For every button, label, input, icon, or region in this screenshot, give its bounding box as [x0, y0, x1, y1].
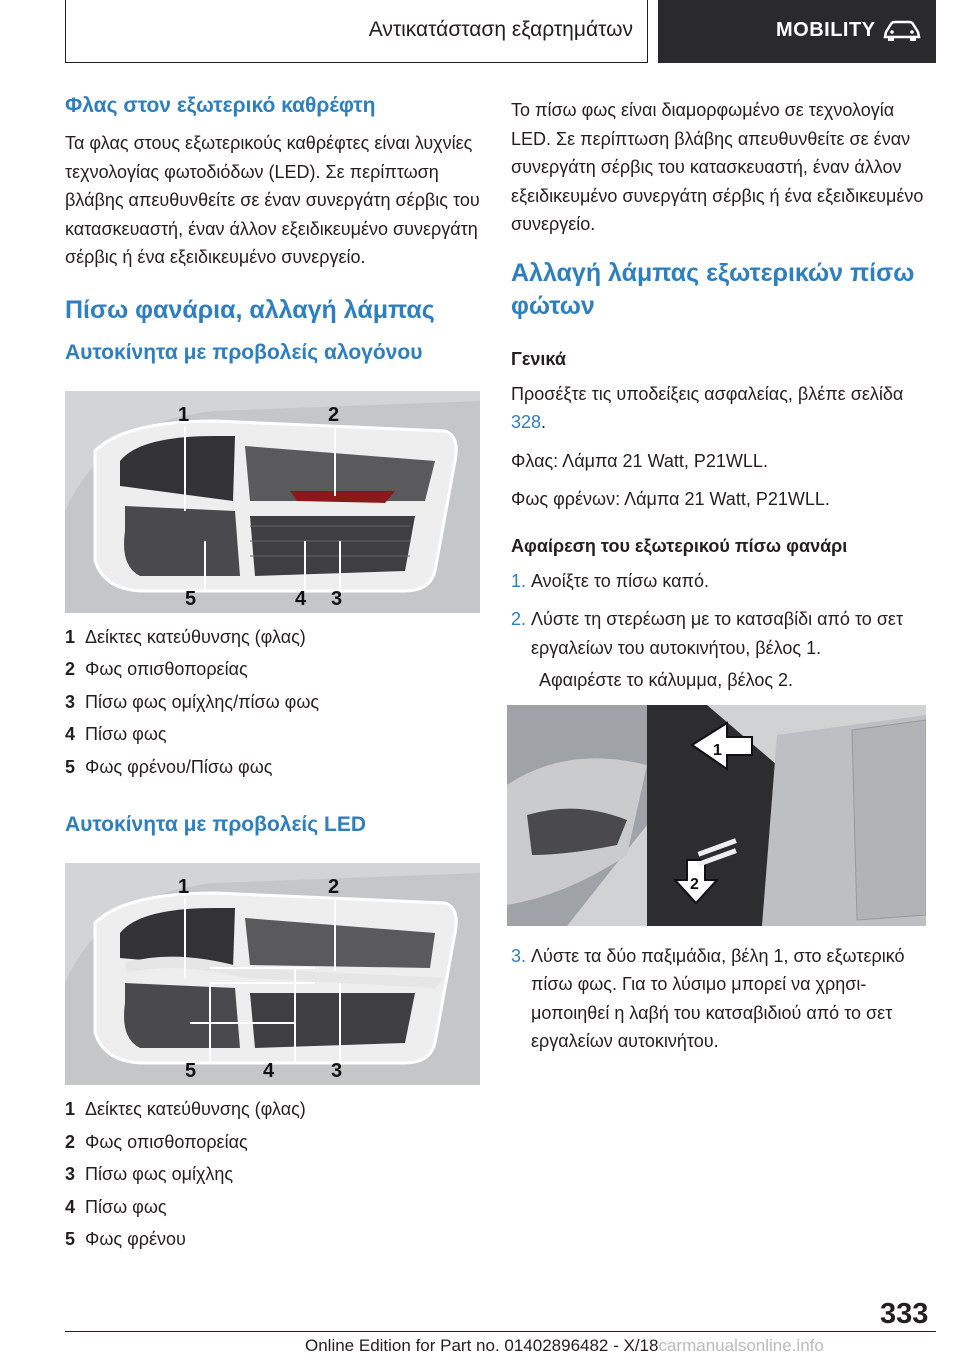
led-legend [65, 1093, 480, 1256]
step-item: 3. Λύστε τα δύο παξιμάδια, βέλη 1, στο εξωτερικό πίσω φως. Για το λύσιμο μπορεί να χρησιμοποιηθεί η λαβή του κατσαβιδιού από το σετ εργαλείων αυτοκινήτου. [511, 945, 905, 1051]
halogen-heading: Αυτοκίνητα με προβολείς αλογόνου [65, 340, 423, 364]
header-brand-bar [658, 0, 936, 63]
fig-label-1: 1 [178, 876, 190, 898]
page-number: 333 [880, 1298, 929, 1330]
footer-edition: Online Edition for Part no. 01402896482 - X/18carmanualsonline.info [305, 1336, 824, 1355]
led-intro-paragraph: Το πίσω φως είναι διαμορφωμένο σε τεχνολογία LED. Σε περίπτωση βλάβης απευθυνθείτε σε έναν συνεργάτη σέρβις του κατασκευαστή, έναν άλλον εξειδικευμένο συνεργάτη σέρβις ή ένα εξειδικευμένο συνεργείο. [511, 100, 924, 234]
legend-item: 3 Πίσω φως ομίχλης/πίσω φως [65, 691, 320, 712]
footer-divider [65, 1331, 936, 1332]
arrow-label-2: 2 [690, 875, 699, 893]
flash-bulb-spec: Φλας: Λάμπα 21 Watt, P21WLL. [511, 450, 768, 471]
remove-heading: Αφαίρεση του εξωτερικού πίσω φανάρι [511, 535, 848, 556]
arrow-label-1: 1 [713, 741, 722, 759]
general-heading: Γενικά [511, 348, 566, 369]
rear-lights-heading: Πίσω φανάρια, αλλαγή λάμπας [65, 295, 435, 324]
step2-sub-paragraph: Αφαιρέστε το κάλυμμα, βέλος 2. [539, 670, 794, 690]
halogen-legend [65, 621, 480, 784]
general-paragraph: Προσέξτε τις υποδείξεις ασφαλείας, βλέπε σελίδα 328. [511, 383, 904, 432]
step-item: 2. Λύστε τη στερέωση με το κατσαβίδι από το σετ εργαλείων του αυτοκινήτου, βέλος 1. [511, 609, 904, 658]
legend-item: 2 Φως οπισθοπορείας [65, 1131, 248, 1152]
legend-item: 1 Δείκτες κατεύθυνσης (φλας) [65, 1099, 306, 1119]
fig-label-3: 3 [331, 587, 343, 610]
fig-label-2: 2 [328, 403, 340, 426]
halogen-taillight-figure [65, 391, 480, 613]
legend-item: 5 Φως φρένου/Πίσω φως [65, 756, 273, 777]
right-column [511, 96, 926, 1066]
change-bulb-heading: Αλλαγή λάμπας εξωτερικών πίσω φώτων [511, 258, 915, 320]
cover-removal-figure [507, 705, 926, 926]
steps-list [511, 567, 926, 663]
car-icon [882, 20, 922, 42]
mirror-paragraph: Τα φλας στους εξωτερικούς καθρέφτες είναι λυχνίες τεχνολογίας φωτοδιόδων (LED). Σε περίπτωση βλάβης απευθυνθείτε σε έναν συνεργάτη σέρβις του κατασκευαστή, έναν άλλον εξειδικευμένο συνεργάτη σέρβις ή ένα εξειδικευμένο συνεργείο. [65, 133, 480, 267]
legend-item: 1 Δείκτες κατεύθυνσης (φλας) [65, 626, 306, 647]
fig-label-5: 5 [185, 1060, 197, 1082]
fig-label-4: 4 [263, 1060, 275, 1082]
watermark: carmanualsonline.info [658, 1336, 824, 1355]
fig-label-3: 3 [331, 1060, 343, 1082]
header-section-title: Αντικατάσταση εξαρτημάτων [65, 0, 648, 63]
legend-item: 4 Πίσω φως [65, 724, 167, 744]
legend-item: 2 Φως οπισθοπορείας [65, 659, 248, 679]
brand-label: MOBILITY [776, 19, 876, 41]
fig-label-2: 2 [328, 876, 340, 898]
step-item: 1. Ανοίξτε το πίσω καπό. [511, 570, 709, 591]
page-link-328[interactable]: 328 [511, 412, 542, 432]
fig-label-4: 4 [295, 587, 307, 610]
led-taillight-figure [65, 863, 480, 1085]
fig-label-1: 1 [178, 403, 190, 426]
steps-list-cont [511, 942, 926, 1056]
legend-item: 4 Πίσω φως [65, 1196, 167, 1217]
mirror-heading: Φλας στον εξωτερικό καθρέφτη [65, 94, 376, 117]
legend-item: 3 Πίσω φως ομίχλης [65, 1164, 234, 1184]
led-heading: Αυτοκίνητα με προβολείς LED [65, 813, 367, 836]
legend-item: 5 Φως φρένου [65, 1229, 186, 1249]
left-column [65, 92, 480, 1284]
brake-bulb-spec: Φως φρένων: Λάμπα 21 Watt, P21WLL. [511, 489, 830, 509]
fig-label-5: 5 [185, 587, 197, 610]
